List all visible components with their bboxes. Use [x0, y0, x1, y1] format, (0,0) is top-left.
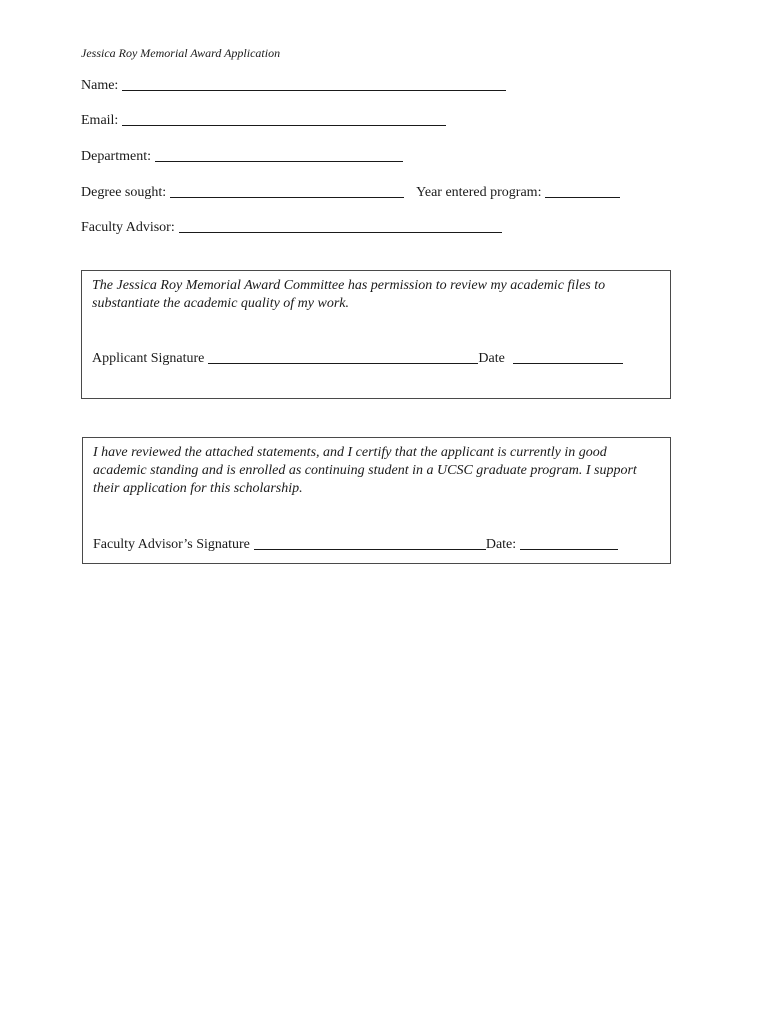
- year-label: Year entered program:: [416, 185, 542, 200]
- name-field[interactable]: [122, 78, 506, 91]
- advisor-signature-label: Faculty Advisor’s Signature: [93, 537, 250, 552]
- permission-statement: The Jessica Roy Memorial Award Committee has permission to review my academic files to substantiate the academic quality of my work.: [92, 278, 606, 311]
- applicant-signature-row: [92, 349, 623, 367]
- department-label: Department:: [81, 149, 151, 164]
- advisor-date-field[interactable]: [520, 537, 618, 550]
- name-label: Name:: [81, 78, 119, 93]
- year-field[interactable]: [545, 185, 620, 198]
- advisor-field[interactable]: [179, 220, 502, 233]
- advisor-signature-row: [93, 535, 618, 553]
- applicant-date-field[interactable]: [513, 351, 623, 364]
- department-field[interactable]: [155, 149, 403, 162]
- department-row: [81, 147, 403, 165]
- advisor-label: Faculty Advisor:: [81, 220, 175, 235]
- applicant-signature-label: Applicant Signature: [92, 351, 205, 366]
- advisor-signature-field[interactable]: [254, 537, 486, 550]
- document-title: Jessica Roy Memorial Award Application: [81, 46, 281, 60]
- email-label: Email:: [81, 113, 119, 128]
- name-row: [81, 76, 506, 94]
- certification-box: [82, 437, 671, 564]
- advisor-row: [81, 218, 502, 236]
- certification-statement: I have reviewed the attached statements, and I certify that the applicant is currently in good academic standing and is enrolled as continuing student in a UCSC graduate program. I support their application for this scholarship.: [93, 445, 637, 496]
- applicant-signature-field[interactable]: [208, 351, 478, 364]
- degree-field[interactable]: [170, 185, 404, 198]
- email-field[interactable]: [122, 113, 446, 126]
- degree-label: Degree sought:: [81, 185, 167, 200]
- degree-year-row: [81, 183, 620, 201]
- email-row: [81, 111, 446, 129]
- permission-box: [81, 270, 671, 399]
- applicant-date-label: Date: [478, 351, 505, 366]
- advisor-date-label: Date:: [485, 537, 517, 552]
